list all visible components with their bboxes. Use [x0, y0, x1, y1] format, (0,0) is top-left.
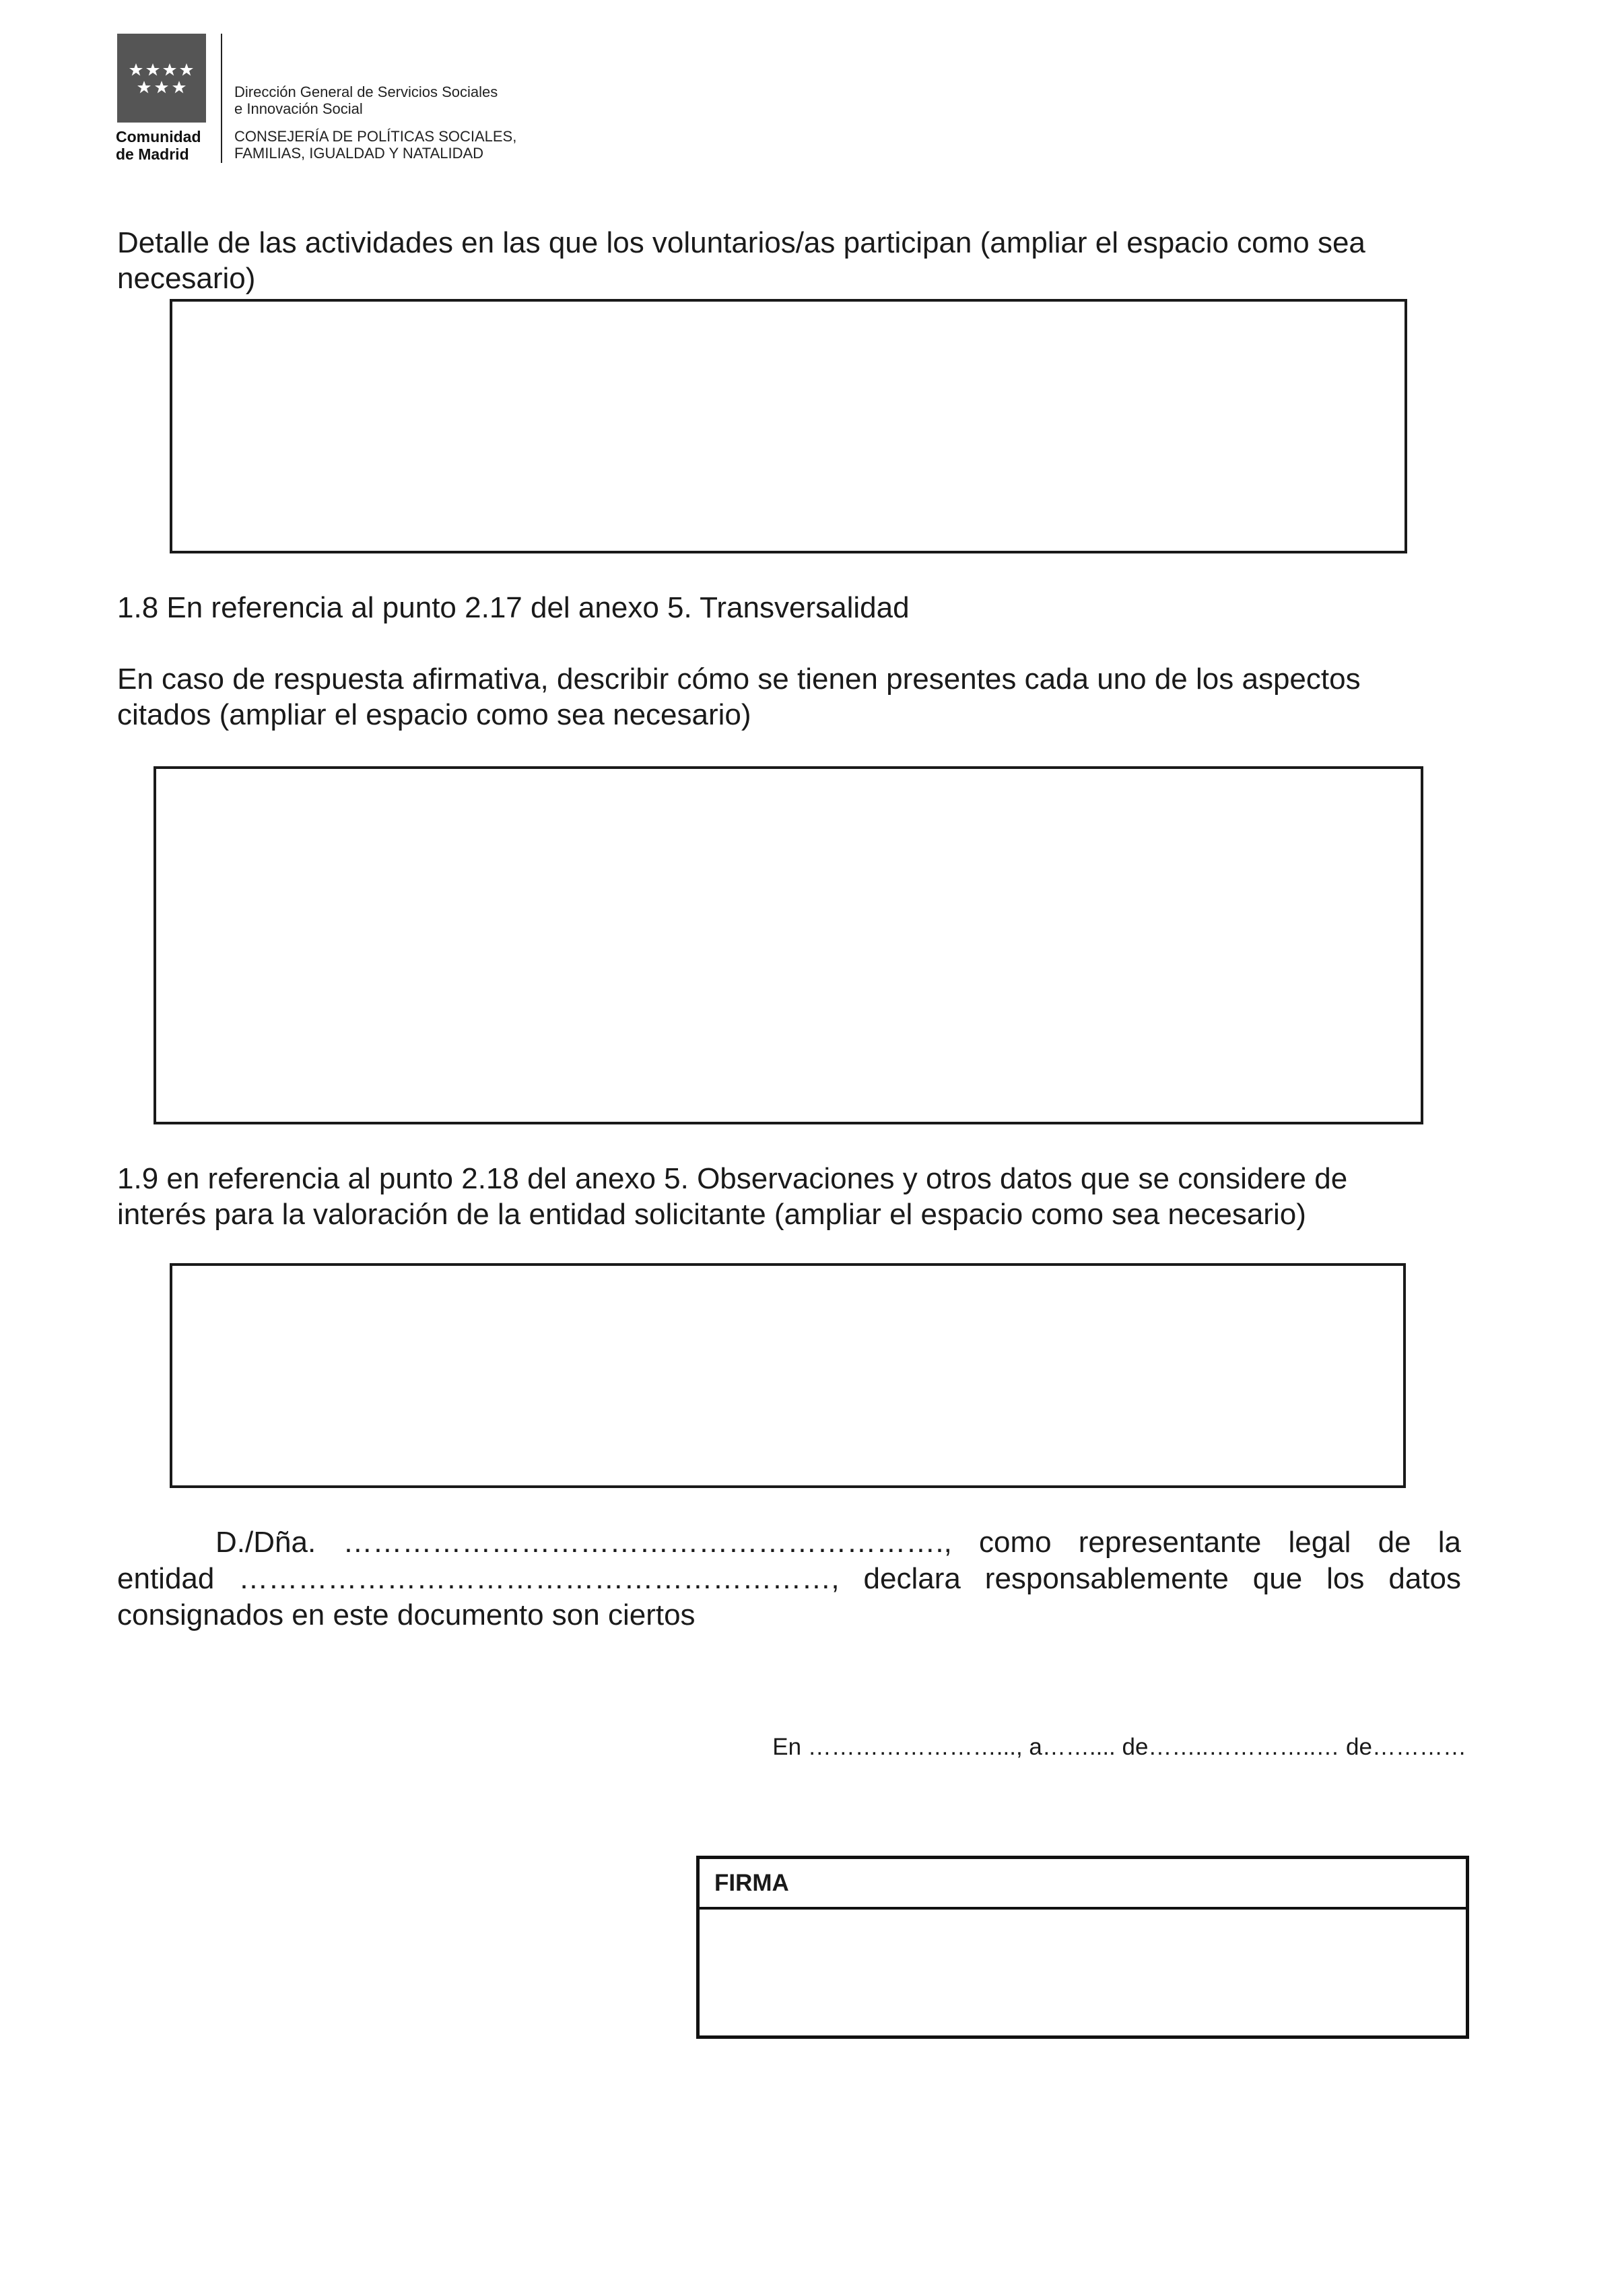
activities-instructions: [117, 225, 1470, 296]
activities-line2: necesario): [117, 262, 256, 295]
comunidad-madrid-logo: [117, 34, 206, 123]
activities-line1: Detalle de las actividades en las que los voluntarios/as participan (ampliar el espacio como sea: [117, 226, 1365, 259]
signature-label: FIRMA: [700, 1859, 1466, 1910]
logo-name-line2: de Madrid: [116, 145, 189, 163]
logo-name: [116, 128, 217, 163]
section-1-9-instructions: [117, 1161, 1470, 1232]
declaration-line3: consignados en este documento son ciertos: [117, 1598, 696, 1631]
declaration-line2: entidad ……………………………………………………, declara responsablemente que los datos: [117, 1562, 1461, 1595]
logo-name-line1: Comunidad: [116, 128, 201, 145]
section-1-8-heading: 1.8 En referencia al punto 2.17 del anexo 5. Transversalidad: [117, 591, 910, 624]
place-date-line: En ……………………..., a…….... de……..…………..… de…………: [772, 1734, 1466, 1760]
ministry-line1: CONSEJERÍA DE POLÍTICAS SOCIALES,: [234, 128, 517, 145]
stars-emblem-icon: [117, 34, 206, 123]
observations-textarea[interactable]: [170, 1263, 1406, 1488]
directorate-line2: e Innovación Social: [234, 100, 363, 117]
directorate-name: [234, 83, 498, 117]
legal-declaration: [117, 1524, 1461, 1633]
ministry-name: [234, 128, 516, 162]
activities-textarea[interactable]: [170, 299, 1407, 553]
directorate-line1: Dirección General de Servicios Sociales: [234, 83, 498, 100]
section-1-9-line2: interés para la valoración de la entidad solicitante (ampliar el espacio como sea necesario): [117, 1198, 1306, 1231]
section-1-8-line2: citados (ampliar el espacio como sea necesario): [117, 698, 751, 731]
section-1-9-line1: 1.9 en referencia al punto 2.18 del anexo 5. Observaciones y otros datos que se considere de: [117, 1162, 1348, 1195]
declaration-line1: D./Dña. ……………………………………………………., como representante legal de la: [215, 1526, 1461, 1559]
signature-box[interactable]: [696, 1856, 1469, 2039]
ministry-line2: FAMILIAS, IGUALDAD Y NATALIDAD: [234, 145, 484, 162]
header-divider: [221, 34, 222, 163]
section-1-8-instructions: [117, 661, 1470, 733]
transversality-textarea[interactable]: [154, 766, 1423, 1124]
section-1-8-line1: En caso de respuesta afirmativa, describir cómo se tienen presentes cada uno de los aspectos: [117, 663, 1361, 696]
